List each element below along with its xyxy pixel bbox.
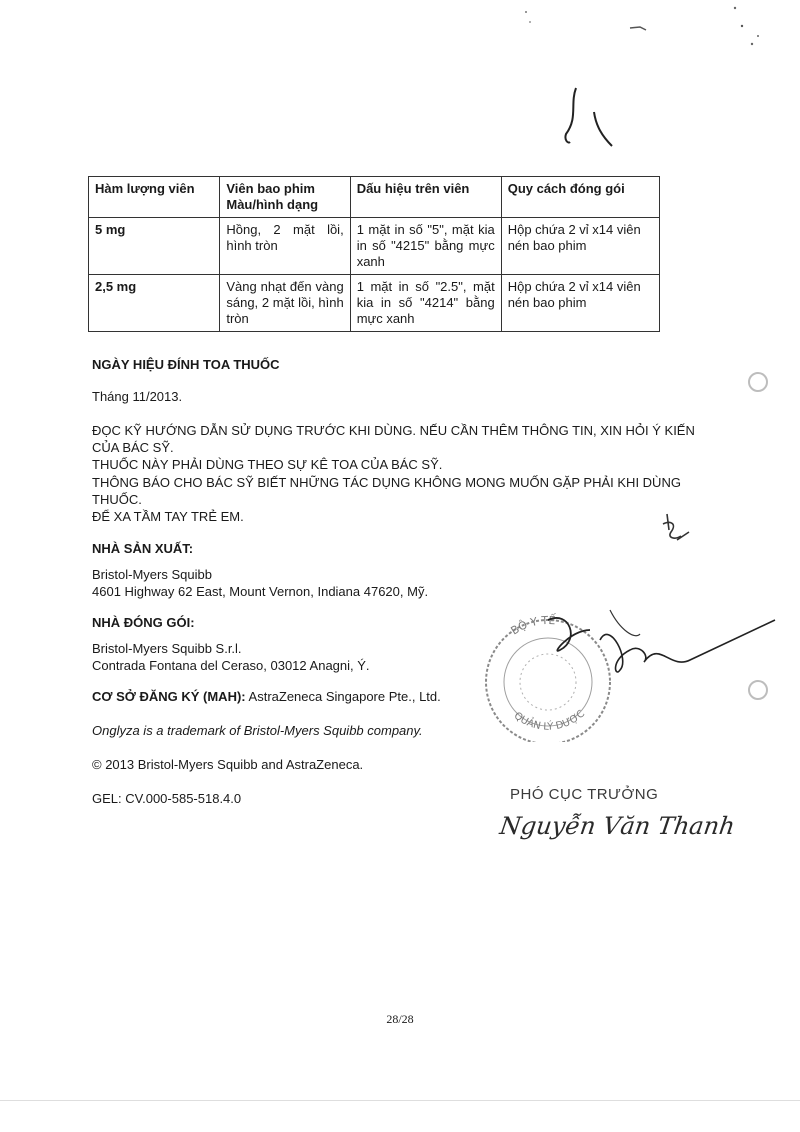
scan-specks xyxy=(490,0,790,60)
gel-code: GEL: CV.000-585-518.4.0 xyxy=(92,791,242,806)
manufacturer-address: 4601 Highway 62 East, Mount Vernon, Indiana 47620, Mỹ. xyxy=(92,584,429,599)
mah-label: CƠ SỞ ĐĂNG KÝ (MAH): xyxy=(92,689,246,704)
tablet-spec-table xyxy=(88,176,660,332)
table-header-cell: Viên bao phim Màu/hình dạng xyxy=(220,177,350,218)
table-row xyxy=(89,218,660,275)
table-header-row xyxy=(89,177,660,218)
handwritten-mark xyxy=(556,84,616,154)
stamp-top-text: BỘ Y TẾ xyxy=(508,613,556,638)
revision-heading: NGÀY HIỆU ĐÍNH TOA THUỐC xyxy=(92,357,280,372)
table-cell: Hộp chứa 2 vỉ x14 viên nén bao phim xyxy=(501,275,659,332)
mah-value: AstraZeneca Singapore Pte., Ltd. xyxy=(248,689,441,704)
table-cell: Hồng, 2 mặt lồi, hình tròn xyxy=(220,218,350,275)
warning-line: THUỐC NÀY PHẢI DÙNG THEO SỰ KÊ TOA CỦA BÁC SỸ. xyxy=(92,457,443,472)
copyright-note: © 2013 Bristol-Myers Squibb and AstraZeneca. xyxy=(92,757,364,772)
table-cell: Hộp chứa 2 vỉ x14 viên nén bao phim xyxy=(501,218,659,275)
warning-line: ĐỌC KỸ HƯỚNG DẪN SỬ DỤNG TRƯỚC KHI DÙNG. NẾU CẦN THÊM THÔNG TIN, XIN HỎI Ý KIẾN CỦA BÁC SỸ. xyxy=(92,423,695,455)
stamp-bottom-text: QUẢN LÝ DƯỢC xyxy=(511,708,588,733)
signature-scribble xyxy=(540,600,780,690)
table-header-cell: Hàm lượng viên xyxy=(89,177,220,218)
table-cell: 5 mg xyxy=(89,218,220,275)
table-cell: 2,5 mg xyxy=(89,275,220,332)
warning-line: ĐỂ XA TẦM TAY TRẺ EM. xyxy=(92,509,244,524)
manufacturer-heading: NHÀ SẢN XUẤT: xyxy=(92,541,194,556)
signer-title: PHÓ CỤC TRƯỞNG xyxy=(510,786,659,803)
signer-name: Nguyễn Văn Thanh xyxy=(498,812,737,840)
page-number: 28/28 xyxy=(386,1012,414,1026)
svg-text:QUẢN LÝ DƯỢC xyxy=(512,708,587,732)
table-cell: Vàng nhạt đến vàng sáng, 2 mặt lồi, hình tròn xyxy=(220,275,350,332)
table-row xyxy=(89,275,660,332)
manufacturer-name: Bristol-Myers Squibb xyxy=(92,567,212,582)
punch-hole xyxy=(748,372,768,392)
packager-heading: NHÀ ĐÓNG GÓI: xyxy=(92,615,195,630)
revision-date: Tháng 11/2013. xyxy=(92,389,183,404)
initial-mark xyxy=(655,510,695,550)
mah-line xyxy=(92,688,441,705)
table-header-cell: Dấu hiệu trên viên xyxy=(350,177,501,218)
trademark-note: Onglyza is a trademark of Bristol-Myers Squibb company. xyxy=(92,723,423,738)
packager-name: Bristol-Myers Squibb S.r.l. xyxy=(92,641,242,656)
table-header-cell: Quy cách đóng gói xyxy=(501,177,659,218)
table-cell: 1 mặt in số "2.5", mặt kia in số "4214" bằng mực xanh xyxy=(350,275,501,332)
packager-address: Contrada Fontana del Ceraso, 03012 Anagni, Ý. xyxy=(92,658,370,673)
scan-edge-line xyxy=(0,1100,800,1101)
warning-line: THÔNG BÁO CHO BÁC SỸ BIẾT NHỮNG TÁC DỤNG KHÔNG MONG MUỐN GẶP PHẢI KHI DÙNG THUỐC. xyxy=(92,475,681,507)
table-cell: 1 mặt in số "5", mặt kia in số "4215" bằng mực xanh xyxy=(350,218,501,275)
